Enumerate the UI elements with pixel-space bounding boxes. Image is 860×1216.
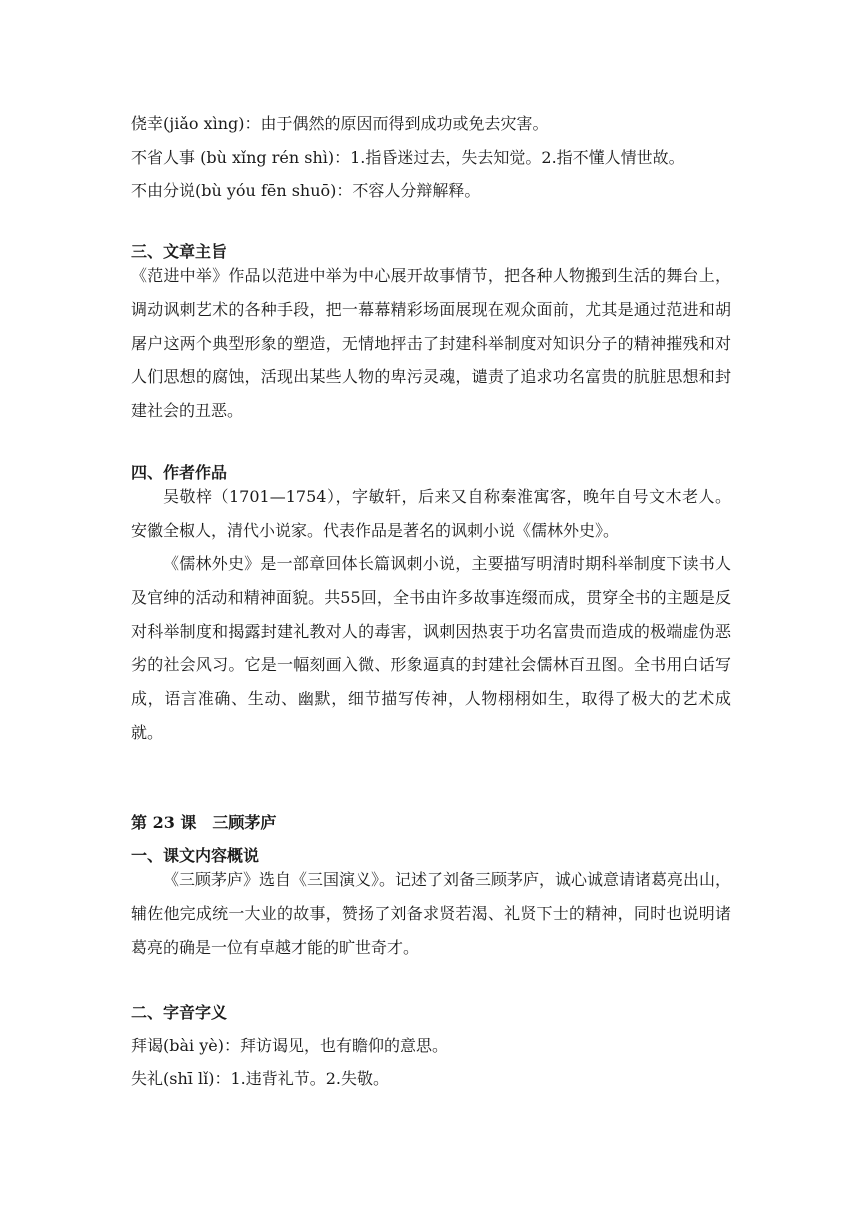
section-heading-summary: 一、课文内容概说 <box>131 846 260 865</box>
lesson-title: 第 23 课 三顾茅庐 <box>131 813 277 832</box>
paragraph-author-bio: 吴敬梓（1701—1754），字敏轩，后来又自称秦淮寓客，晚年自号文木老人。安徽全椒人，清代小说家。代表作品是著名的讽刺小说《儒林外史》。 <box>131 487 731 540</box>
term-line: 不由分说(bù yóu fēn shuō)：不容人分辩解释。 <box>131 181 481 200</box>
section-heading-theme: 三、文章主旨 <box>131 242 228 261</box>
section-heading-author: 四、作者作品 <box>131 463 228 482</box>
term-line: 不省人事 (bù xǐng rén shì)：1.指昏迷过去，失去知觉。2.指不懂人情世故。 <box>131 148 685 167</box>
term-line: 侥幸(jiǎo xìng)：由于偶然的原因而得到成功或免去灾害。 <box>131 114 549 133</box>
section-heading-vocab: 二、字音字义 <box>131 1003 228 1022</box>
paragraph-book-intro: 《儒林外史》是一部章回体长篇讽刺小说，主要描写明清时期科举制度下读书人及官绅的活动和精神面貌。共55回，全书由许多故事连缀而成，贯穿全书的主题是反对科举制度和揭露封建礼教对人的毒害，讽刺因热衷于功名富贵而造成的极端虚伪恶劣的社会风习。它是一幅刻画入微、形象逼真的封建社会儒林百丑图。全书用白话写成，语言准确、生动、幽默，细节描写传神，人物栩栩如生，取得了极大的艺术成就。 <box>131 554 731 742</box>
paragraph-summary: 《三顾茅庐》选自《三国演义》。记述了刘备三顾茅庐，诚心诚意请诸葛亮出山，辅佐他完成统一大业的故事，赞扬了刘备求贤若渴、礼贤下士的精神，同时也说明诸葛亮的确是一位有卓越才能的旷世奇才。 <box>131 870 732 957</box>
paragraph-theme: 《范进中举》作品以范进中举为中心展开故事情节，把各种人物搬到生活的舞台上，调动讽刺艺术的各种手段，把一幕幕精彩场面展现在观众面前，尤其是通过范进和胡屠户这两个典型形象的塑造，无情地抨击了封建科举制度对知识分子的精神摧残和对人们思想的腐蚀，活现出某些人物的卑污灵魂，谴责了追求功名富贵的肮脏思想和封建社会的丑恶。 <box>131 266 731 421</box>
term-line: 拜谒(bài yè)：拜访谒见，也有瞻仰的意思。 <box>131 1036 448 1055</box>
term-line: 失礼(shī lǐ)：1.违背礼节。2.失敬。 <box>131 1069 389 1088</box>
